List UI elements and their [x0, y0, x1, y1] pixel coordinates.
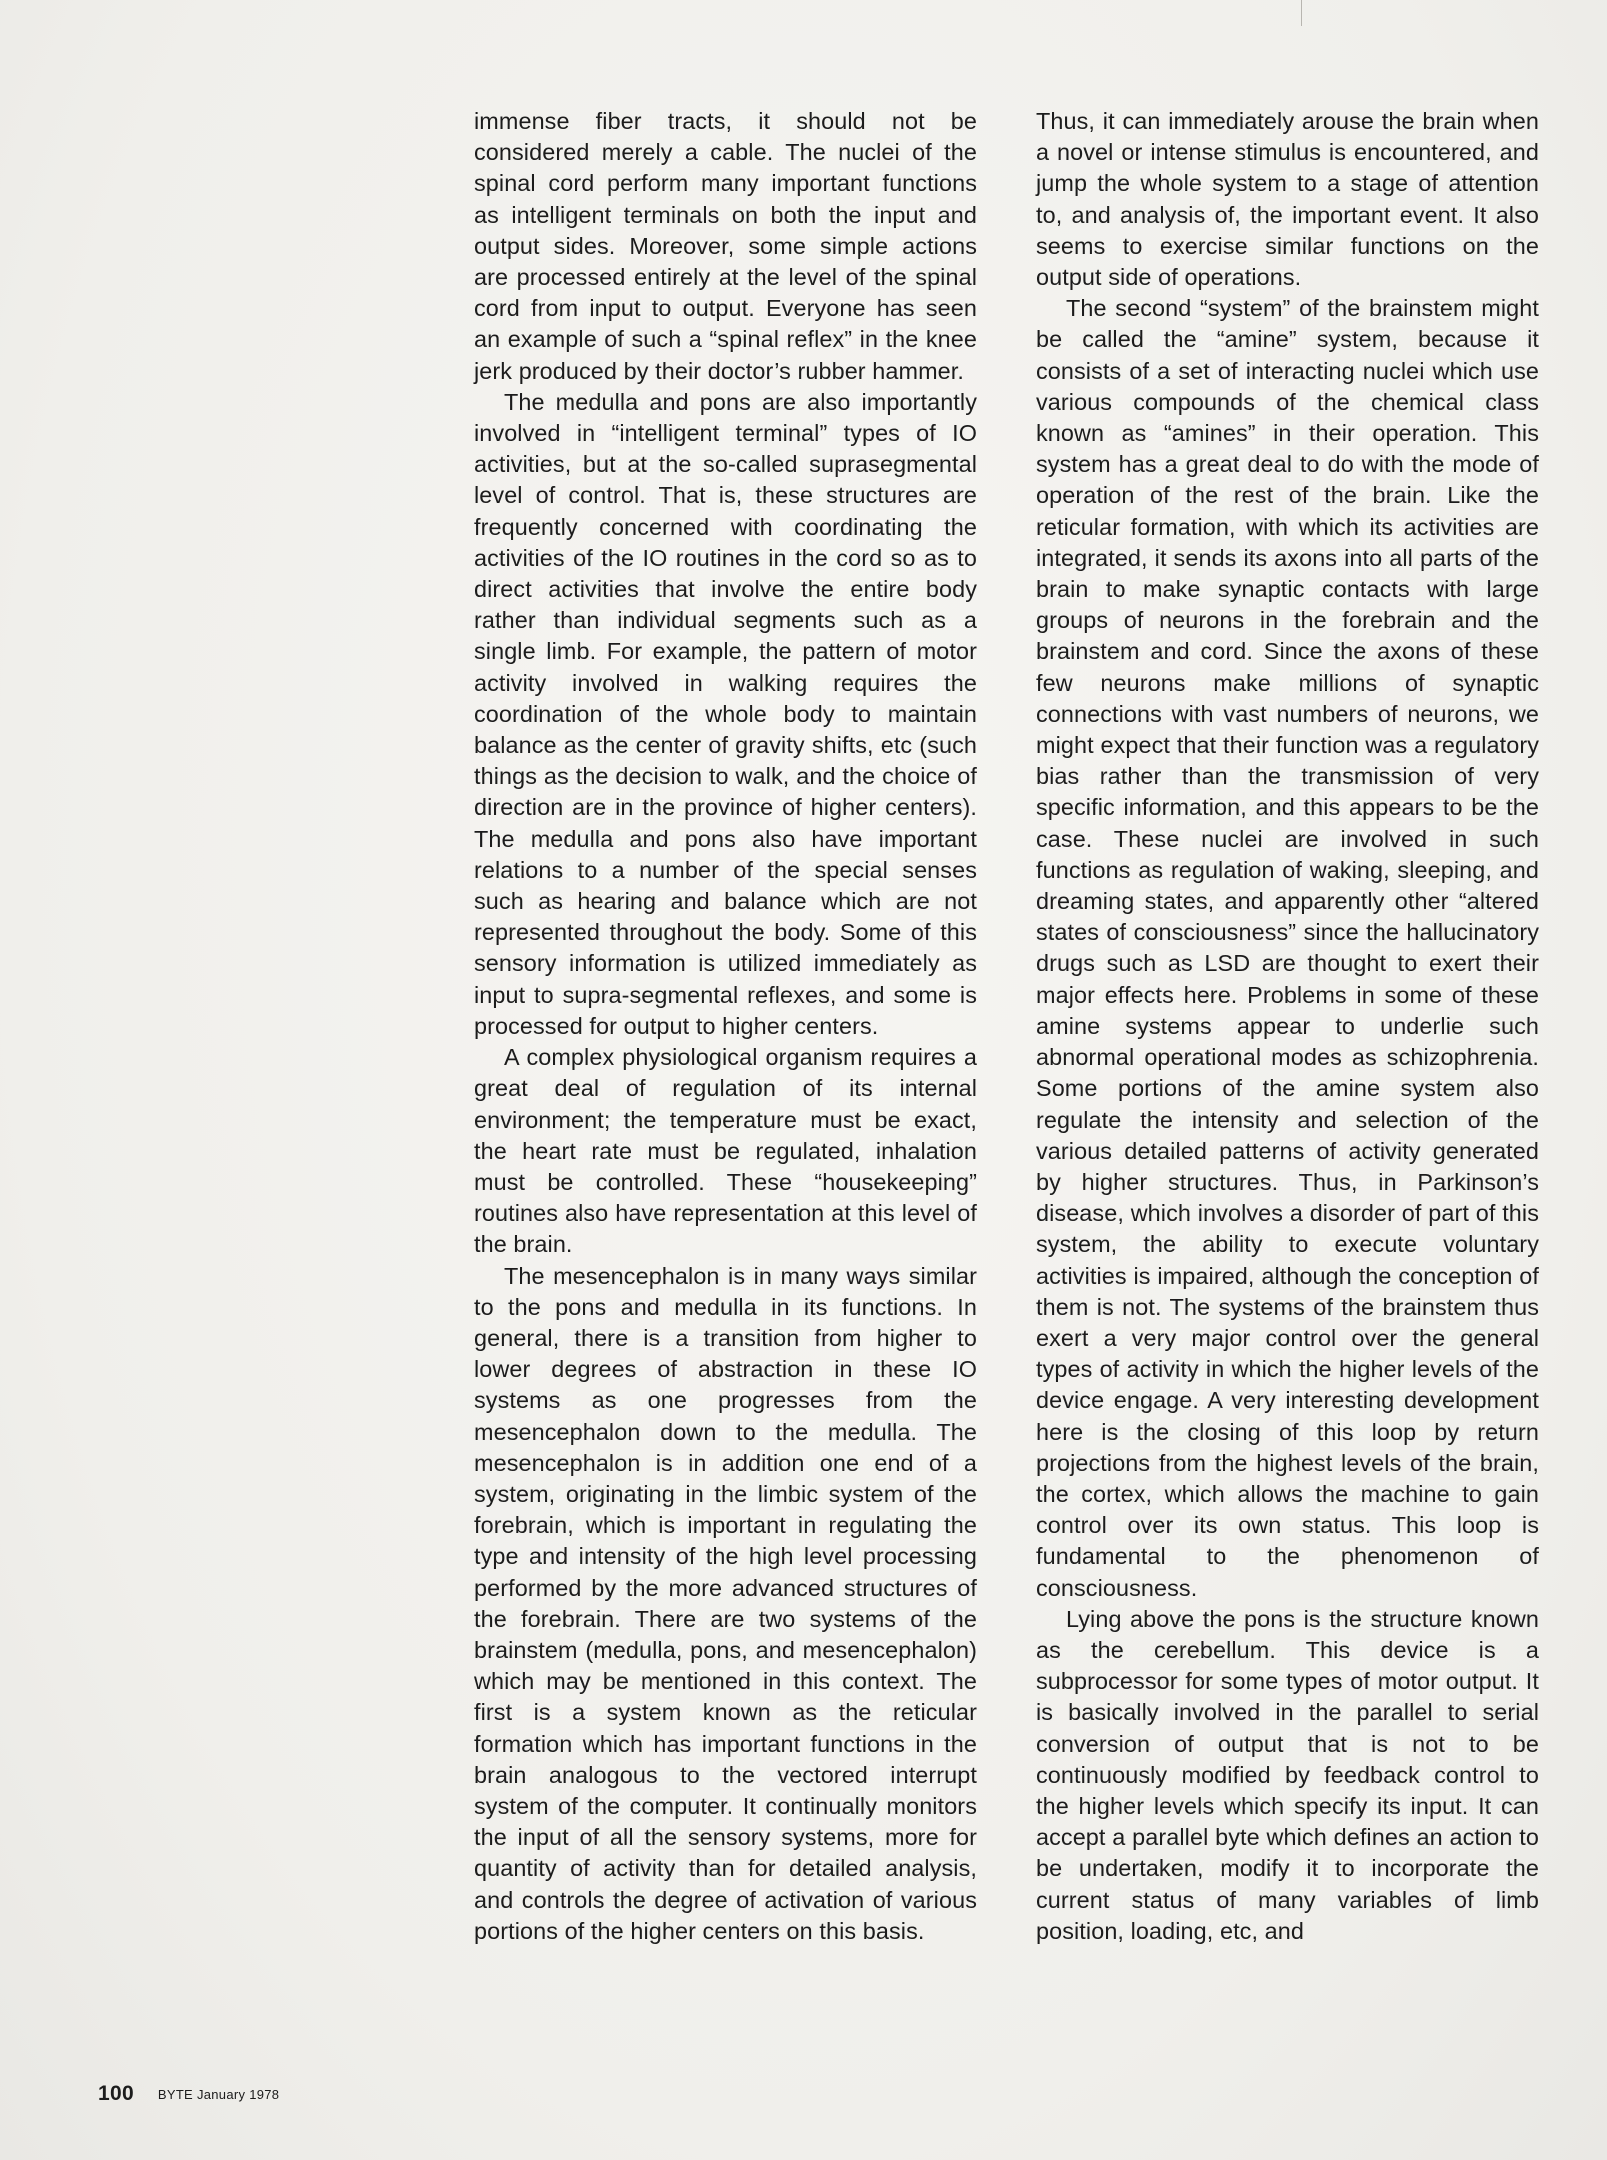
paragraph: The mesencephalon is in many ways similar to the pons and medulla in its functions. In general, there is a transition from higher to lower degrees of abstraction in these IO systems as one progresses from the mesencephalon down to the medulla. The mesencephalon is in addition one end of a system, originating in the limbic system of the forebrain, which is important in regulating the type and intensity of the high level processing performed by the more advanced structures of the forebrain. There are two systems of the brainstem (medulla, pons, and mesencephalon) which may be mentioned in this context. The first is a system known as the reticular formation which has important functions in the brain analogous to the vectored interrupt system of the computer. It continually monitors the input of all the sensory systems, more for quantity of activity than for detailed analysis, and controls the degree of activation of various portions of the higher centers on this basis.: [474, 1262, 977, 1944]
publication-line: BYTE January 1978: [157, 2087, 280, 2102]
paragraph: immense fiber tracts, it should not be considered merely a cable. The nuclei of the spinal cord perform many important functions as intelligent terminals on both the input and output sides. Moreover, some simple actions are processed entirely at the level of the spinal cord from input to output. Everyone has seen an example of such a “spinal reflex” in the knee jerk produced by their doctor’s rubber hammer.: [474, 108, 977, 384]
paragraph: The medulla and pons are also importantly involved in “intelligent terminal” types of IO activities, but at the so-called suprasegmental level of control. That is, these structures are frequently concerned with coordinating the activities of the IO routines in the cord so as to direct activities that involve the entire body rather than individual segments such as a single limb. For example, the pattern of motor activity involved in walking requires the coordination of the whole body to maintain balance as the center of gravity shifts, etc (such things as the decision to walk, and the choice of direction are in the province of higher centers). The medulla and pons also have important relations to a number of the special senses such as hearing and balance which are not represented throughout the body. Some of this sensory information is utilized immediately as input to supra-segmental reflexes, and some is processed for output to higher centers.: [474, 388, 977, 1039]
page-footer: [98, 2082, 279, 2106]
paragraph: Lying above the pons is the structure known as the cerebellum. This device is a subprocessor for some types of motor output. It is basically involved in the parallel to serial conversion of output that is not to be continuously modified by feedback control to the higher levels which specify its input. It can accept a parallel byte which defines an action to be undertaken, modify it to incorporate the current status of many variables of limb position, loading, etc, and: [1036, 1605, 1539, 1944]
paragraph: Thus, it can immediately arouse the brain when a novel or intense stimulus is encountered, and jump the whole system to a stage of attention to, and analysis of, the important event. It also seems to exercise similar functions on the output side of operations.: [1036, 108, 1539, 291]
scan-mark: [1301, 0, 1302, 26]
paragraph: The second “system” of the brainstem might be called the “amine” system, because it consists of a set of interacting nuclei which use various compounds of the chemical class known as “amines” in their operation. This system has a great deal to do with the mode of operation of the rest of the brain. Like the reticular formation, with which its activities are integrated, it sends its axons into all parts of the brain to make synaptic contacts with large groups of neurons in the forebrain and the brainstem and cord. Since the axons of these few neurons make millions of synaptic connections with vast numbers of neurons, we might expect that their function was a regulatory bias rather than the transmission of very specific information, and this appears to be the case. These nuclei are involved in such functions as regulation of waking, sleeping, and dreaming states, and apparently other “altered states of consciousness” since the hallucinatory drugs such as LSD are thought to exert their major effects here. Problems in some of these amine systems appear to underlie such abnormal operational modes as schizophrenia. Some portions of the amine system also regulate the intensity and selection of the various detailed patterns of activity generated by higher structures. Thus, in Parkinson’s disease, which involves a disorder of part of this system, the ability to execute voluntary activities is impaired, although the conception of them is not. The systems of the brainstem thus exert a very major control over the general types of activity in which the higher levels of the device engage. A very interesting development here is the closing of this loop by return projections from the highest levels of the brain, the cortex, which allows the machine to gain control over its own status. This loop is fundamental to the phenomenon of consciousness.: [1036, 295, 1539, 1601]
paragraph: A complex physiological organism requires a great deal of regulation of its internal environment; the temperature must be exact, the heart rate must be regulated, inhalation must be controlled. These “housekeeping” routines also have representation at this level of the brain.: [474, 1044, 977, 1258]
text-column-left: [474, 106, 977, 1947]
text-column-right: [1036, 106, 1539, 1947]
page-number: 100: [98, 2082, 134, 2105]
